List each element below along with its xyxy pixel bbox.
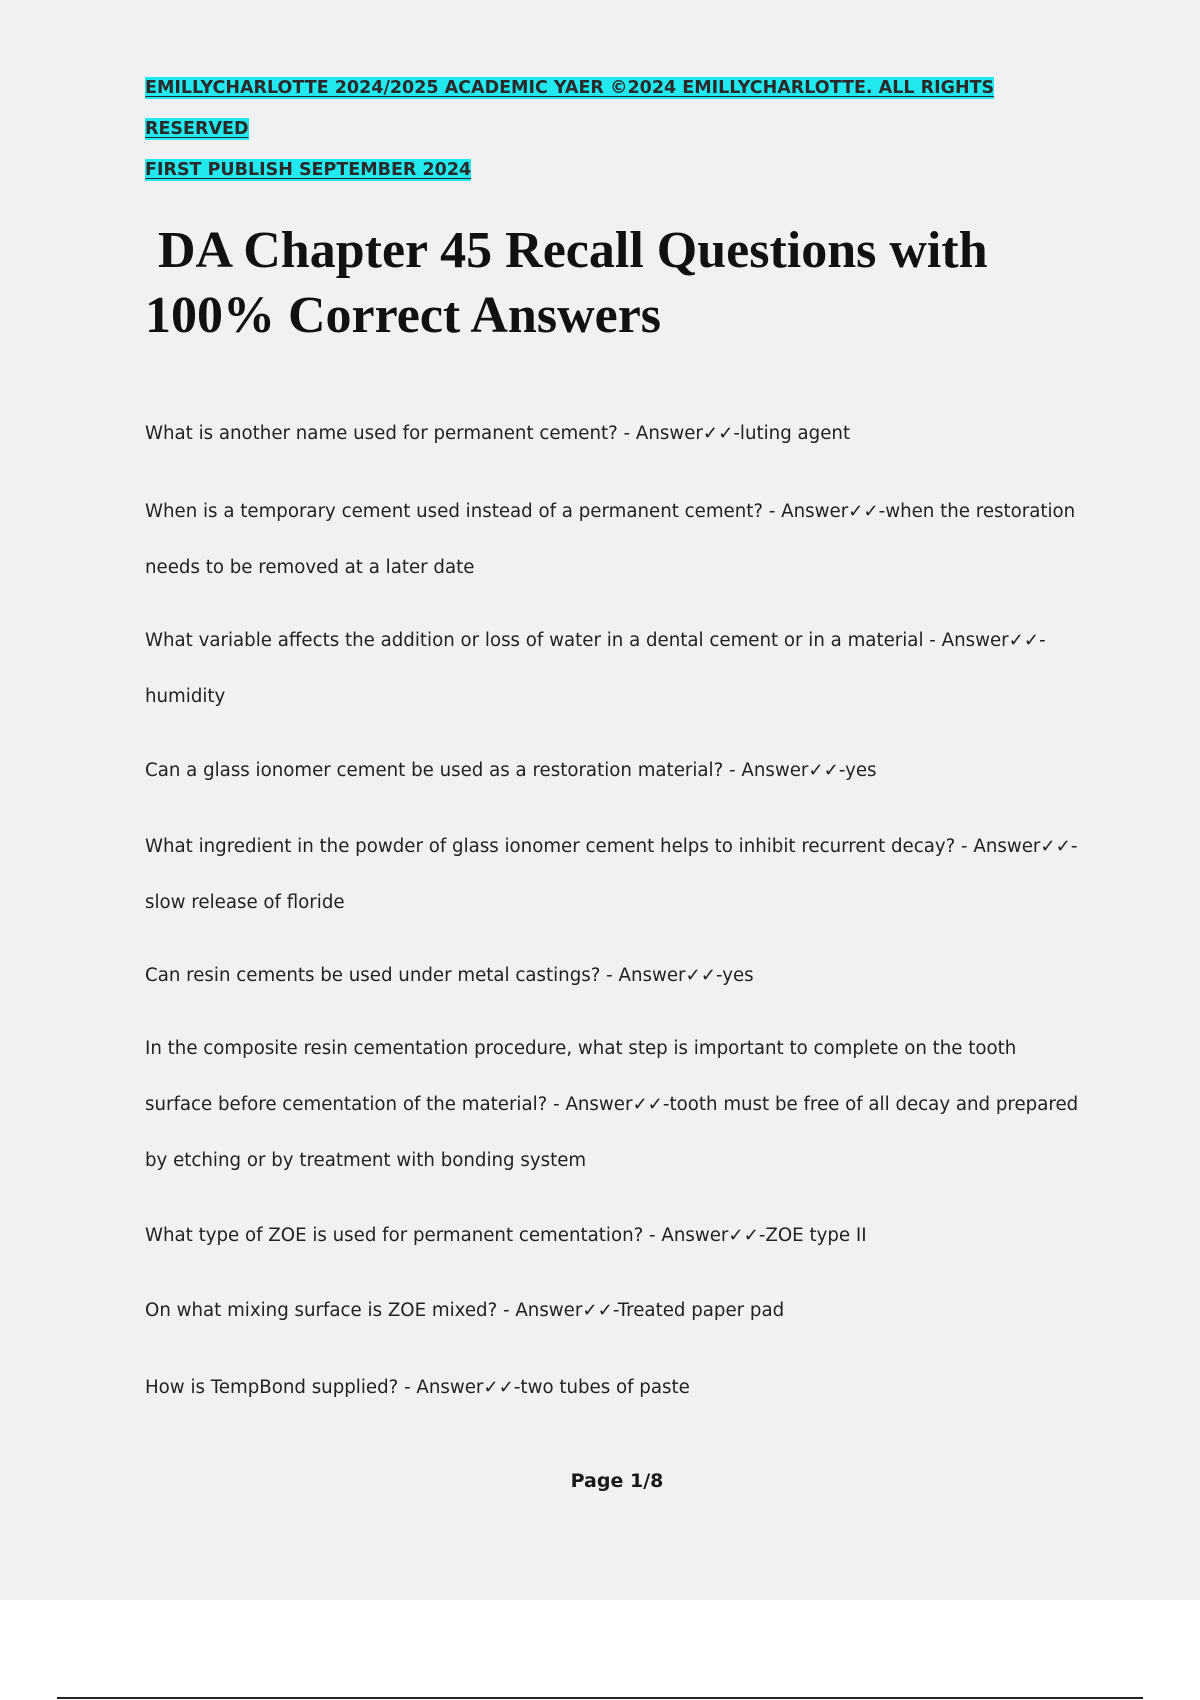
- qa-item-6: Can resin cements be used under metal castings? - Answer✓✓-yes: [145, 965, 754, 986]
- qa-item-4: Can a glass ionomer cement be used as a restoration material? - Answer✓✓-yes: [145, 760, 877, 781]
- copyright-header: [145, 68, 1065, 191]
- copyright-line: EMILLYCHARLOTTE 2024/2025 ACADEMIC YAER ©2024 EMILLYCHARLOTTE. ALL RIGHTS RESERVED: [145, 78, 995, 139]
- qa-item-10: How is TempBond supplied? - Answer✓✓-two tubes of paste: [145, 1377, 690, 1398]
- publish-date-line: FIRST PUBLISH SEPTEMBER 2024: [145, 160, 472, 180]
- page-number: Page 1/8: [570, 1470, 664, 1492]
- footer-divider: [57, 1697, 1143, 1699]
- qa-item-1: What is another name used for permanent cement? - Answer✓✓-luting agent: [145, 423, 851, 444]
- qa-item-8: What type of ZOE is used for permanent cementation? - Answer✓✓-ZOE type II: [145, 1225, 867, 1246]
- qa-item-7: In the composite resin cementation procedure, what step is important to complete on the tooth surface before cementation of the material? - Answer✓✓-tooth must be free of all decay and prepared by etching or by treatment with bonding system: [145, 1038, 1079, 1171]
- qa-item-9: On what mixing surface is ZOE mixed? - Answer✓✓-Treated paper pad: [145, 1300, 785, 1321]
- qa-item-5: What ingredient in the powder of glass ionomer cement helps to inhibit recurrent decay? - Answer✓✓-slow release of floride: [145, 836, 1078, 913]
- qa-item-3: What variable affects the addition or loss of water in a dental cement or in a material - Answer✓✓-humidity: [145, 630, 1046, 707]
- qa-item-2: When is a temporary cement used instead of a permanent cement? - Answer✓✓-when the restoration needs to be removed at a later date: [145, 501, 1076, 578]
- document-title: DA Chapter 45 Recall Questions with 100% Correct Answers: [145, 222, 988, 344]
